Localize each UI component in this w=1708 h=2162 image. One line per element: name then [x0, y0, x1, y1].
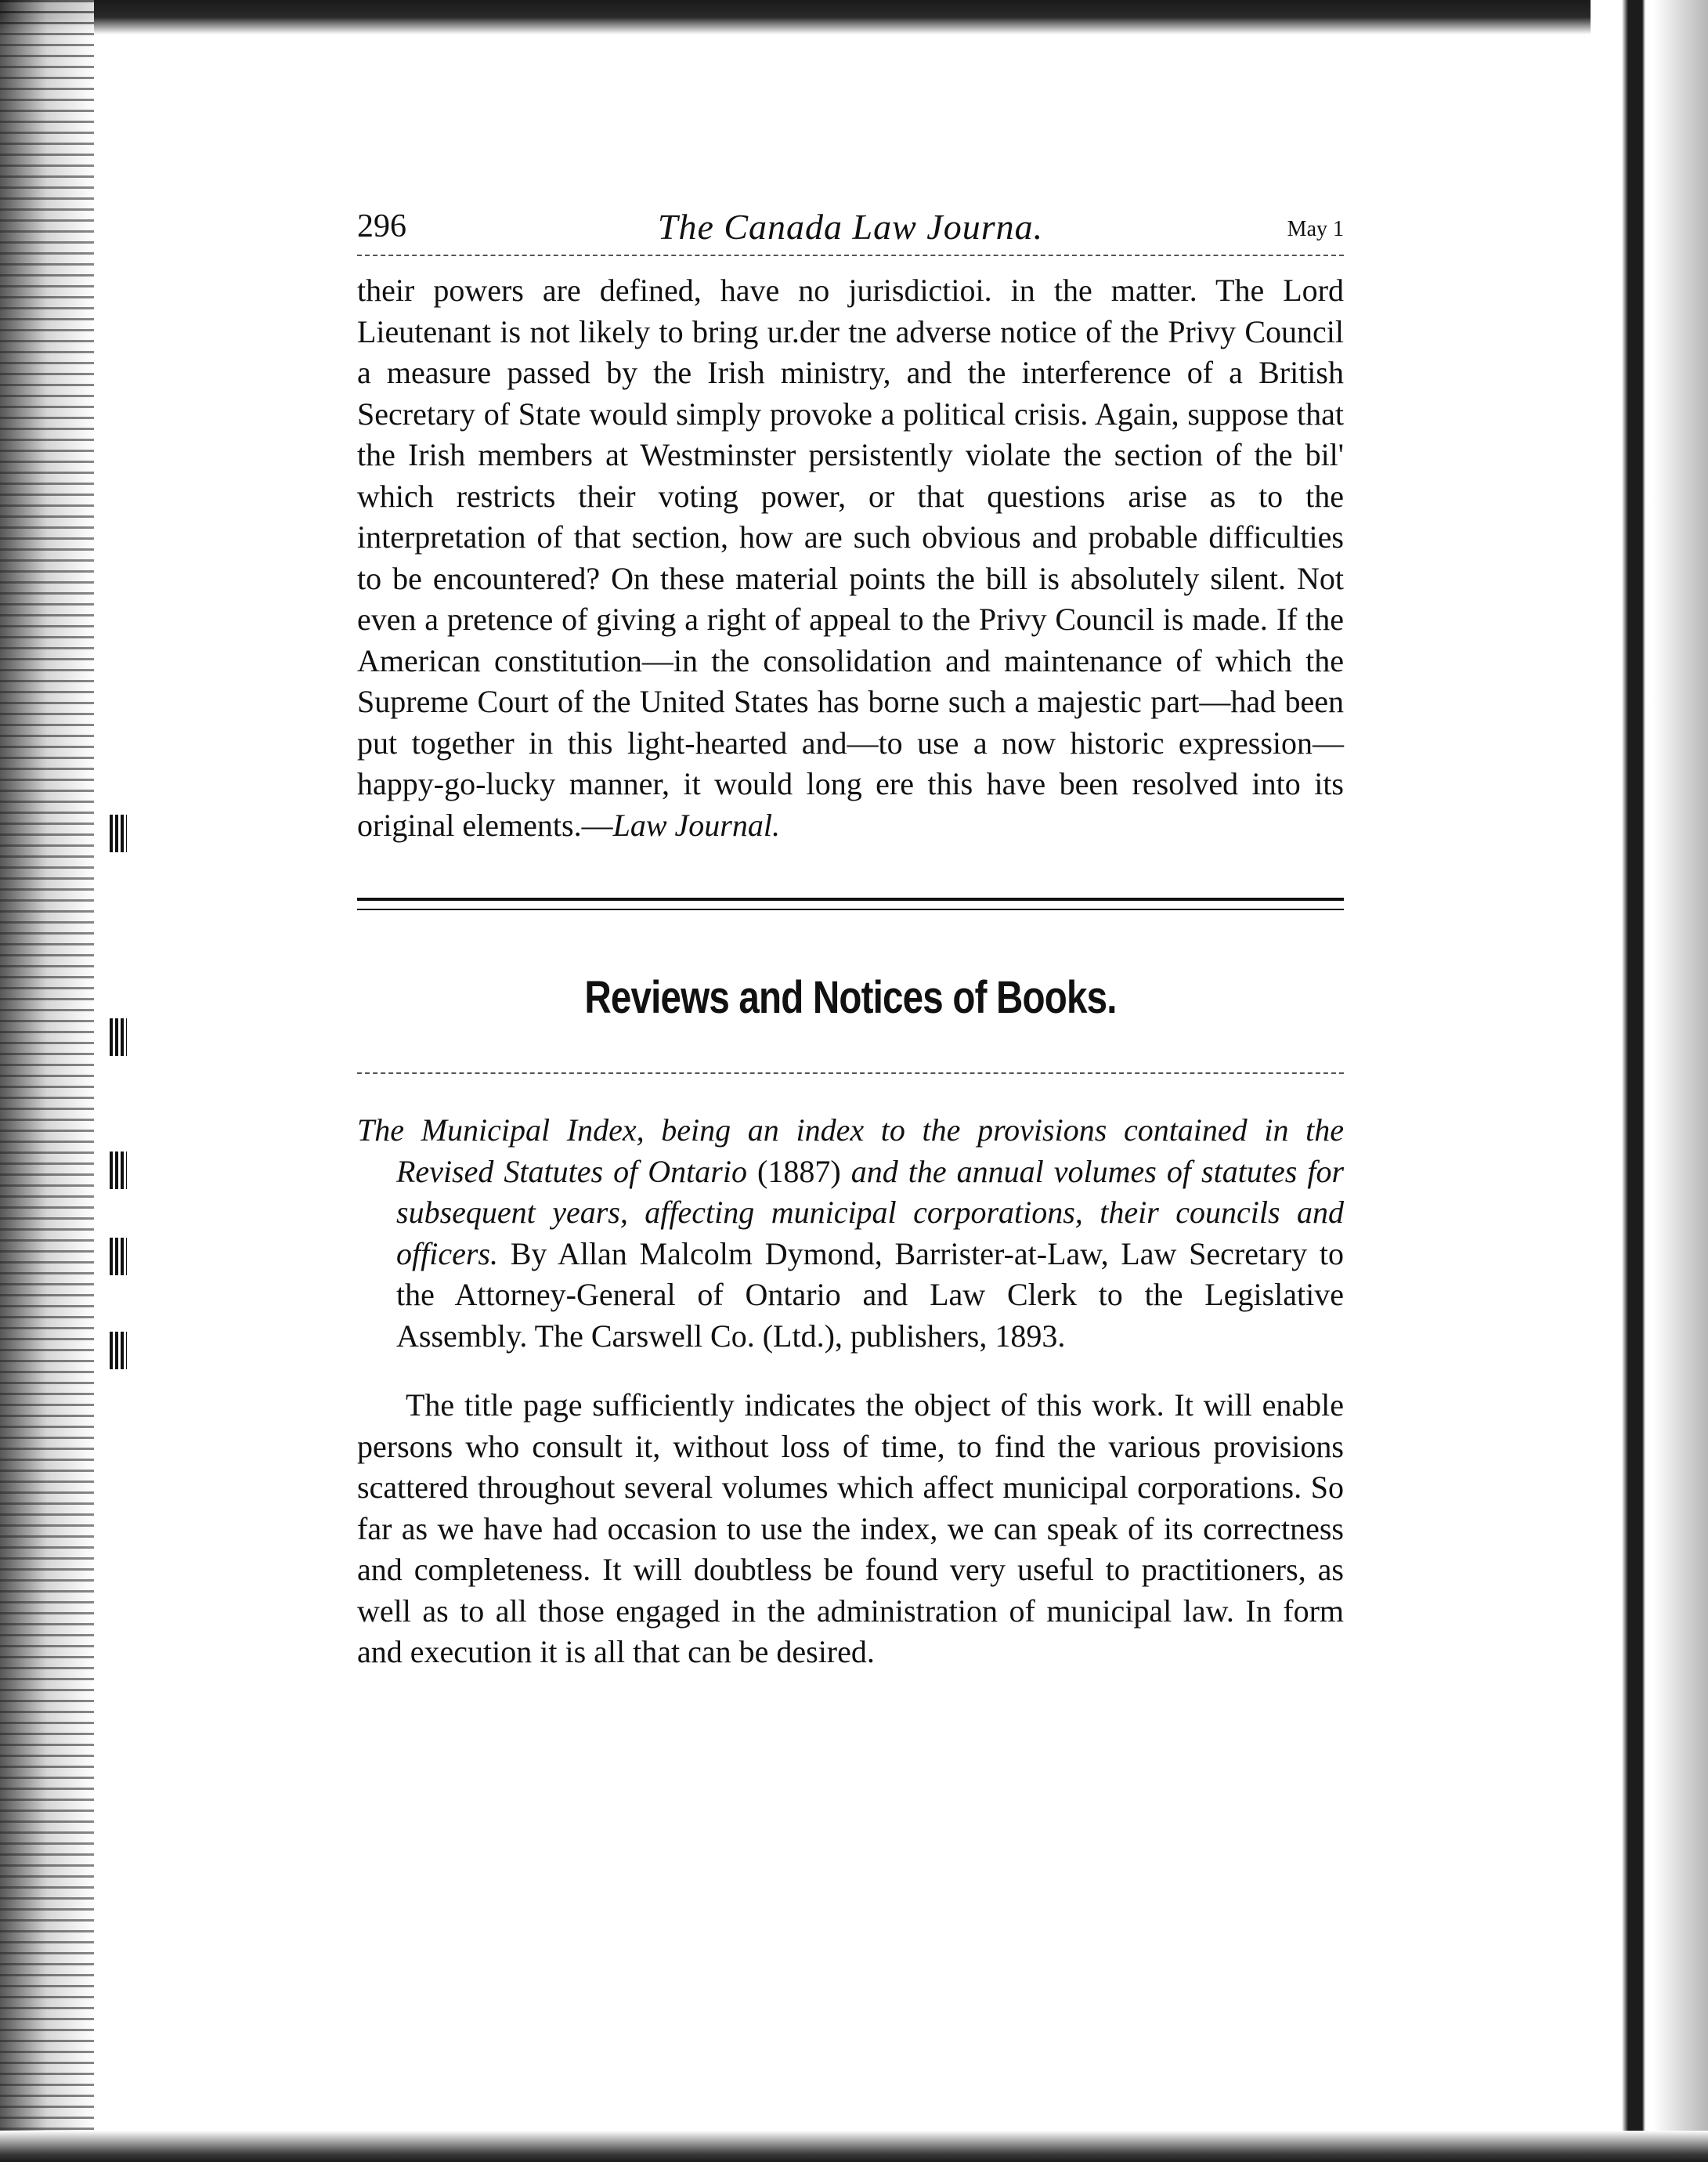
book-title-continued: and the annual volumes of statutes for subsequent years, affecting municipal corporations, their councils and officers.	[396, 1153, 1345, 1271]
margin-mark	[110, 1238, 127, 1275]
book-entry	[357, 1110, 1344, 1357]
section-heading: Reviews and Notices of Books.	[584, 972, 1117, 1023]
margin-mark	[110, 815, 127, 852]
margin-mark	[110, 1332, 127, 1369]
journal-title: The Canada Law Journa.	[657, 207, 1044, 247]
review-paragraph: The title page sufficiently indicates the object of this work. It will enable persons who consult it, without loss of time, to find the various provisions scattered throughout several volumes which affect municipal corporations. So far as we have had occasion to use the index, we can speak of its correctness and completeness. It will doubtless be found very useful to practitioners, as well as to all those engaged in the administration of municipal law. In form and execution it is all that can be desired.	[357, 1387, 1344, 1669]
article-source: Law Journal.	[612, 807, 780, 843]
article-text: their powers are defined, have no jurisdictioi. in the matter. The Lord Lieutenant is not likely to bring ur.der tne adverse notice of the Privy Council a measure passed by the Irish ministry, and the interference of a British Secretary of State would simply provoke a political crisis. Again, suppose that the Irish members at Westminster persistently violate the section of the bil' which restricts their voting power, or that questions arise as to the interpretation of that section, how are such obvious and probable difficulties to be encountered? On these material points the bill is absolutely silent. Not even a pretence of giving a right of appeal to the Privy Council is made. If the American constitution—in the consolidation and maintenance of which the Supreme Court of the United States has borne such a majestic part—had been put together in this light-hearted and—to use a now historic expression—happy-go-lucky manner, it would long ere this have been resolved into its original elements.—	[357, 273, 1344, 843]
heading-rule	[357, 1072, 1344, 1074]
scan-border-right	[1591, 0, 1708, 2162]
issue-date: May 1	[1287, 217, 1344, 241]
scan-border-top	[0, 0, 1708, 34]
scan-border-bottom	[0, 2131, 1708, 2162]
book-year: (1887)	[746, 1153, 851, 1189]
article-continuation	[357, 270, 1344, 846]
margin-mark	[110, 1152, 127, 1189]
book-details: By Allan Malcolm Dymond, Barrister-at-Law, Law Secretary to the Attorney-General of Ontario and Law Clerk to the Legislative Assembly. The Carswell Co. (Ltd.), publishers, 1893.	[396, 1235, 1344, 1354]
page-number: 296	[357, 208, 406, 244]
book-title: The Municipal Index, being an index to the provisions contained in the Revised Statutes of Ontario	[357, 1112, 1344, 1189]
running-head-rule	[357, 255, 1344, 256]
section-divider	[357, 898, 1344, 910]
margin-mark	[110, 1018, 127, 1056]
scan-border-left	[0, 0, 94, 2162]
book-page	[357, 200, 1344, 1673]
running-head	[357, 200, 1344, 255]
